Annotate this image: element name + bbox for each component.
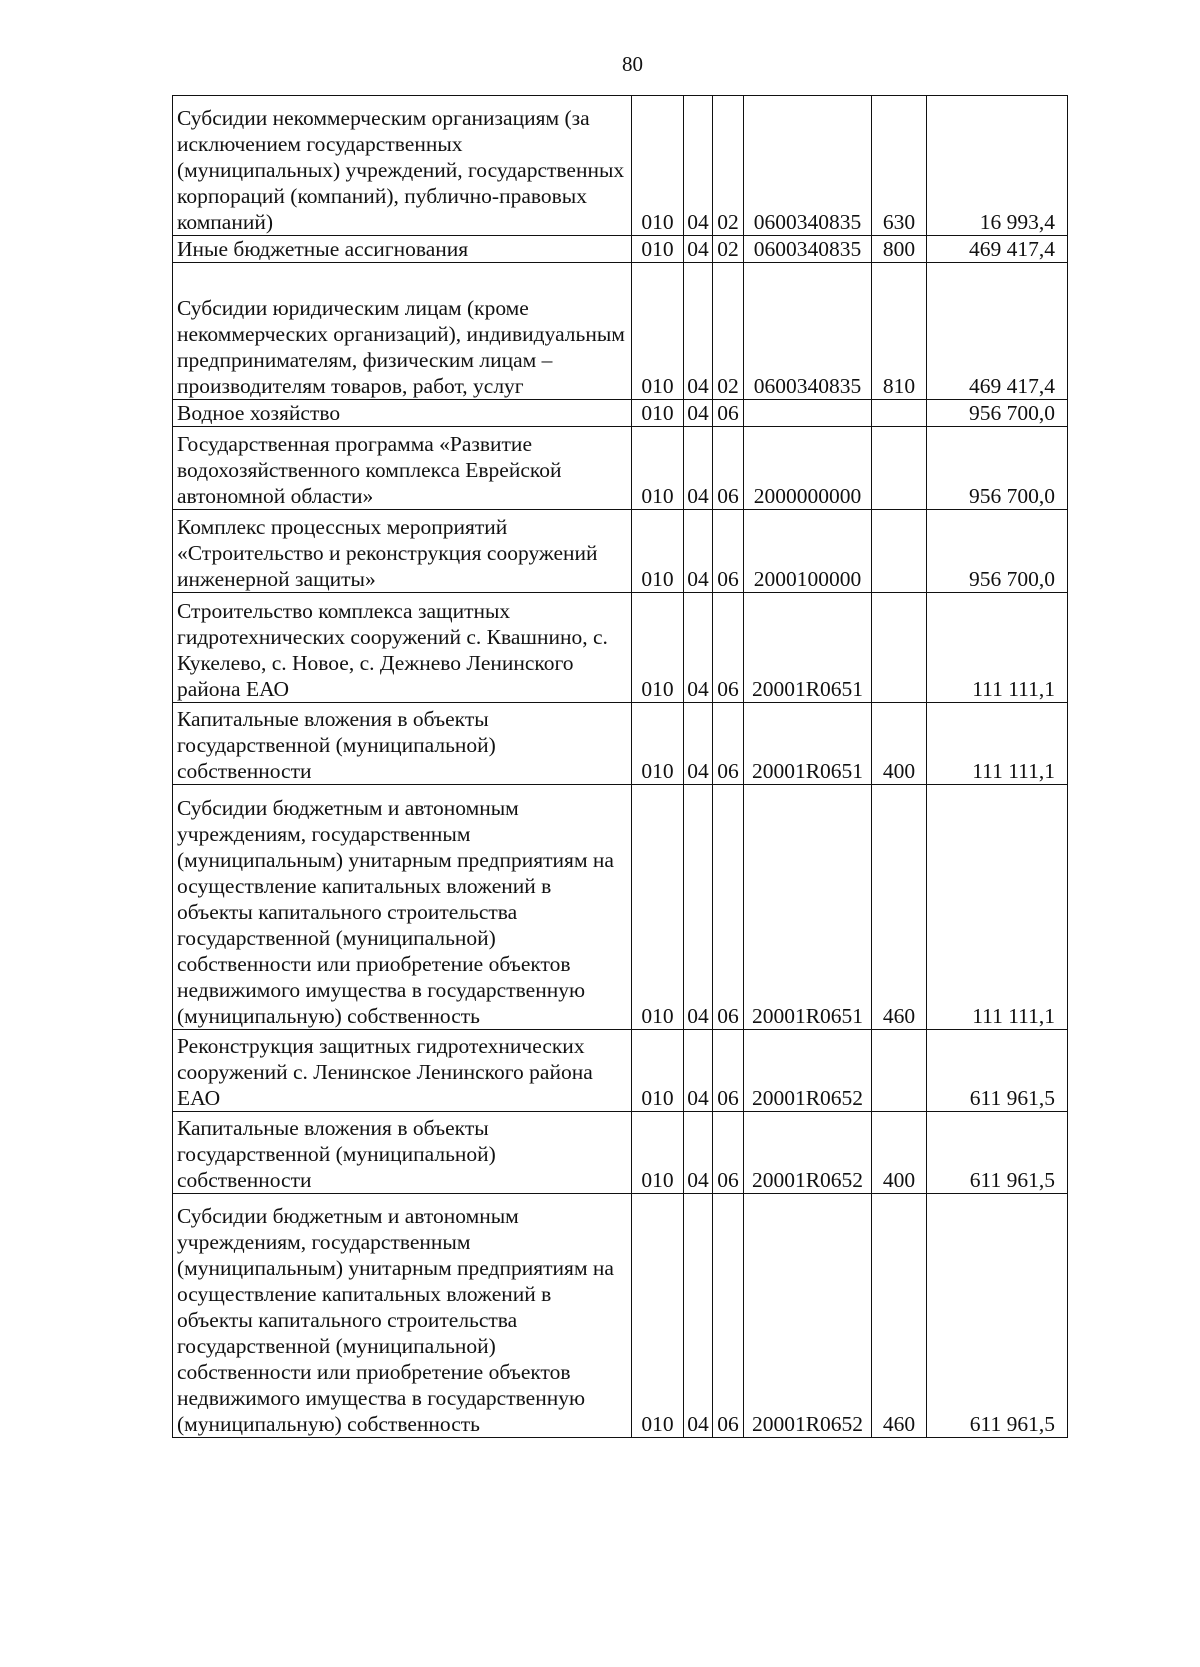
cell-subsection: 06: [713, 1030, 744, 1112]
cell-section: 04: [684, 785, 713, 1030]
row-name: Строительство комплекса защитных гидротехнических сооружений с. Квашнино, с. Кукелево, с. Новое, с. Дежнево Ленинского района ЕАО: [173, 593, 632, 703]
table-row: [173, 1112, 1068, 1194]
cell-code: 010: [632, 1194, 684, 1438]
cell-code: 010: [632, 1112, 684, 1194]
cell-sum: 611 961,5: [927, 1030, 1068, 1112]
table-row: [173, 510, 1068, 593]
cell-target-article: 0600340835: [744, 96, 872, 236]
cell-section: 04: [684, 1194, 713, 1438]
page-number: 80: [622, 52, 643, 76]
cell-target-article: 20001R0651: [744, 593, 872, 703]
row-name: Субсидии некоммерческим организациям (за исключением государственных (муниципальных) учреждений, государственных корпораций (компаний), публично-правовых компаний): [173, 96, 632, 236]
cell-section: 04: [684, 96, 713, 236]
cell-expense-type: 400: [872, 703, 927, 785]
cell-code: 010: [632, 96, 684, 236]
cell-target-article: 0600340835: [744, 263, 872, 400]
row-name: Государственная программа «Развитие водохозяйственного комплекса Еврейской автономной области»: [173, 427, 632, 510]
cell-section: 04: [684, 263, 713, 400]
cell-subsection: 02: [713, 236, 744, 263]
cell-sum: 956 700,0: [927, 400, 1068, 427]
row-name: Капитальные вложения в объекты государственной (муниципальной) собственности: [173, 703, 632, 785]
cell-subsection: 06: [713, 510, 744, 593]
cell-sum: 469 417,4: [927, 263, 1068, 400]
table-row: [173, 400, 1068, 427]
cell-section: 04: [684, 236, 713, 263]
table-row: [173, 703, 1068, 785]
cell-section: 04: [684, 427, 713, 510]
row-name: Иные бюджетные ассигнования: [173, 236, 632, 263]
cell-expense-type: [872, 510, 927, 593]
cell-target-article: 2000100000: [744, 510, 872, 593]
cell-subsection: 06: [713, 1194, 744, 1438]
cell-sum: 611 961,5: [927, 1112, 1068, 1194]
table-row: [173, 427, 1068, 510]
cell-sum: 469 417,4: [927, 236, 1068, 263]
cell-expense-type: 810: [872, 263, 927, 400]
cell-sum: 111 111,1: [927, 785, 1068, 1030]
cell-code: 010: [632, 510, 684, 593]
cell-subsection: 06: [713, 400, 744, 427]
cell-code: 010: [632, 593, 684, 703]
budget-table: [172, 95, 1068, 1438]
cell-sum: 611 961,5: [927, 1194, 1068, 1438]
cell-target-article: 20001R0651: [744, 785, 872, 1030]
cell-code: 010: [632, 236, 684, 263]
cell-subsection: 06: [713, 427, 744, 510]
cell-target-article: 0600340835: [744, 236, 872, 263]
cell-section: 04: [684, 1030, 713, 1112]
cell-expense-type: [872, 593, 927, 703]
cell-target-article: 20001R0652: [744, 1194, 872, 1438]
row-name: Субсидии юридическим лицам (кроме некоммерческих организаций), индивидуальным предпринимателям, физическим лицам – производителям товаров, работ, услуг: [173, 263, 632, 400]
row-name: Капитальные вложения в объекты государственной (муниципальной) собственности: [173, 1112, 632, 1194]
cell-code: 010: [632, 400, 684, 427]
cell-section: 04: [684, 1112, 713, 1194]
cell-target-article: 20001R0651: [744, 703, 872, 785]
cell-expense-type: 800: [872, 236, 927, 263]
cell-expense-type: [872, 400, 927, 427]
table-row: [173, 593, 1068, 703]
cell-subsection: 02: [713, 263, 744, 400]
cell-code: 010: [632, 703, 684, 785]
cell-expense-type: 400: [872, 1112, 927, 1194]
cell-sum: 956 700,0: [927, 427, 1068, 510]
cell-target-article: 20001R0652: [744, 1112, 872, 1194]
cell-sum: 111 111,1: [927, 593, 1068, 703]
cell-subsection: 06: [713, 703, 744, 785]
cell-subsection: 06: [713, 593, 744, 703]
cell-expense-type: 630: [872, 96, 927, 236]
cell-expense-type: 460: [872, 785, 927, 1030]
cell-code: 010: [632, 263, 684, 400]
table-row: [173, 1194, 1068, 1438]
table-row: [173, 96, 1068, 236]
cell-code: 010: [632, 1030, 684, 1112]
cell-code: 010: [632, 427, 684, 510]
cell-target-article: 20001R0652: [744, 1030, 872, 1112]
table-row: [173, 263, 1068, 400]
cell-section: 04: [684, 400, 713, 427]
cell-expense-type: [872, 1030, 927, 1112]
row-name: Субсидии бюджетным и автономным учреждениям, государственным (муниципальным) унитарным предприятиям на осуществление капитальных вложений в объекты капитального строительства государственной (муниципальной) собственности или приобретение объектов недвижимого имущества в государственную (муниципальную) собственность: [173, 785, 632, 1030]
cell-sum: 16 993,4: [927, 96, 1068, 236]
cell-target-article: [744, 400, 872, 427]
cell-sum: 956 700,0: [927, 510, 1068, 593]
cell-target-article: 2000000000: [744, 427, 872, 510]
cell-sum: 111 111,1: [927, 703, 1068, 785]
cell-section: 04: [684, 703, 713, 785]
table-row: [173, 1030, 1068, 1112]
cell-subsection: 06: [713, 785, 744, 1030]
row-name: Реконструкция защитных гидротехнических сооружений с. Ленинское Ленинского района ЕАО: [173, 1030, 632, 1112]
row-name: Водное хозяйство: [173, 400, 632, 427]
cell-subsection: 02: [713, 96, 744, 236]
row-name: Комплекс процессных мероприятий «Строительство и реконструкция сооружений инженерной защиты»: [173, 510, 632, 593]
cell-expense-type: 460: [872, 1194, 927, 1438]
cell-section: 04: [684, 510, 713, 593]
row-name: Субсидии бюджетным и автономным учреждениям, государственным (муниципальным) унитарным предприятиям на осуществление капитальных вложений в объекты капитального строительства государственной (муниципальной) собственности или приобретение объектов недвижимого имущества в государственную (муниципальную) собственность: [173, 1194, 632, 1438]
cell-section: 04: [684, 593, 713, 703]
table-row: [173, 236, 1068, 263]
cell-expense-type: [872, 427, 927, 510]
cell-code: 010: [632, 785, 684, 1030]
table-row: [173, 785, 1068, 1030]
cell-subsection: 06: [713, 1112, 744, 1194]
